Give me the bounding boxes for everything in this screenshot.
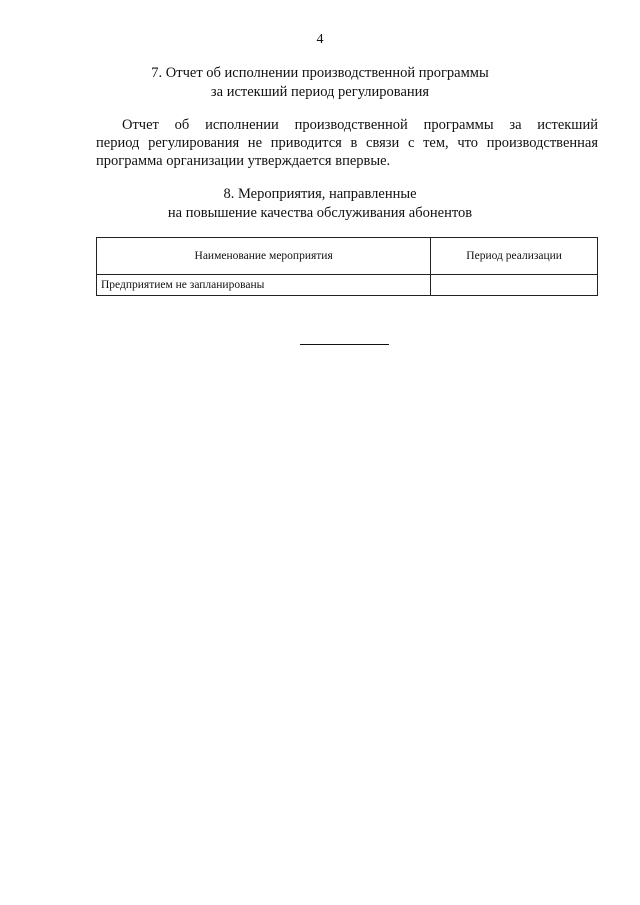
- section-7-heading: [0, 64, 640, 102]
- section-8-heading-line-1: 8. Мероприятия, направленные: [223, 186, 417, 202]
- section-7-heading-line-2: за истекший период регулирования: [210, 84, 430, 100]
- cell-period: [431, 275, 598, 296]
- section-7-text-line-1: Отчет об исполнении производственной программы за истекший: [122, 117, 598, 133]
- section-7-paragraph: [96, 116, 598, 170]
- events-table: [96, 237, 598, 296]
- section-8-heading: [0, 185, 640, 223]
- page-number: 4: [316, 32, 324, 47]
- end-separator-line: [300, 344, 389, 345]
- cell-event-name: Предприятием не запланированы: [97, 275, 431, 296]
- table-header-row: [97, 238, 598, 275]
- table-row: [97, 275, 598, 296]
- section-7-text-line-2: период регулирования не приводится в связи с тем, что производственная: [96, 135, 598, 151]
- section-7-text-line-3: программа организации утверждается впервые.: [96, 153, 391, 169]
- section-7-heading-line-1: 7. Отчет об исполнении производственной программы: [151, 65, 489, 81]
- section-8-heading-line-2: на повышение качества обслуживания абонентов: [167, 205, 473, 221]
- header-event-name: Наименование мероприятия: [97, 238, 431, 275]
- header-period: Период реализации: [431, 238, 598, 275]
